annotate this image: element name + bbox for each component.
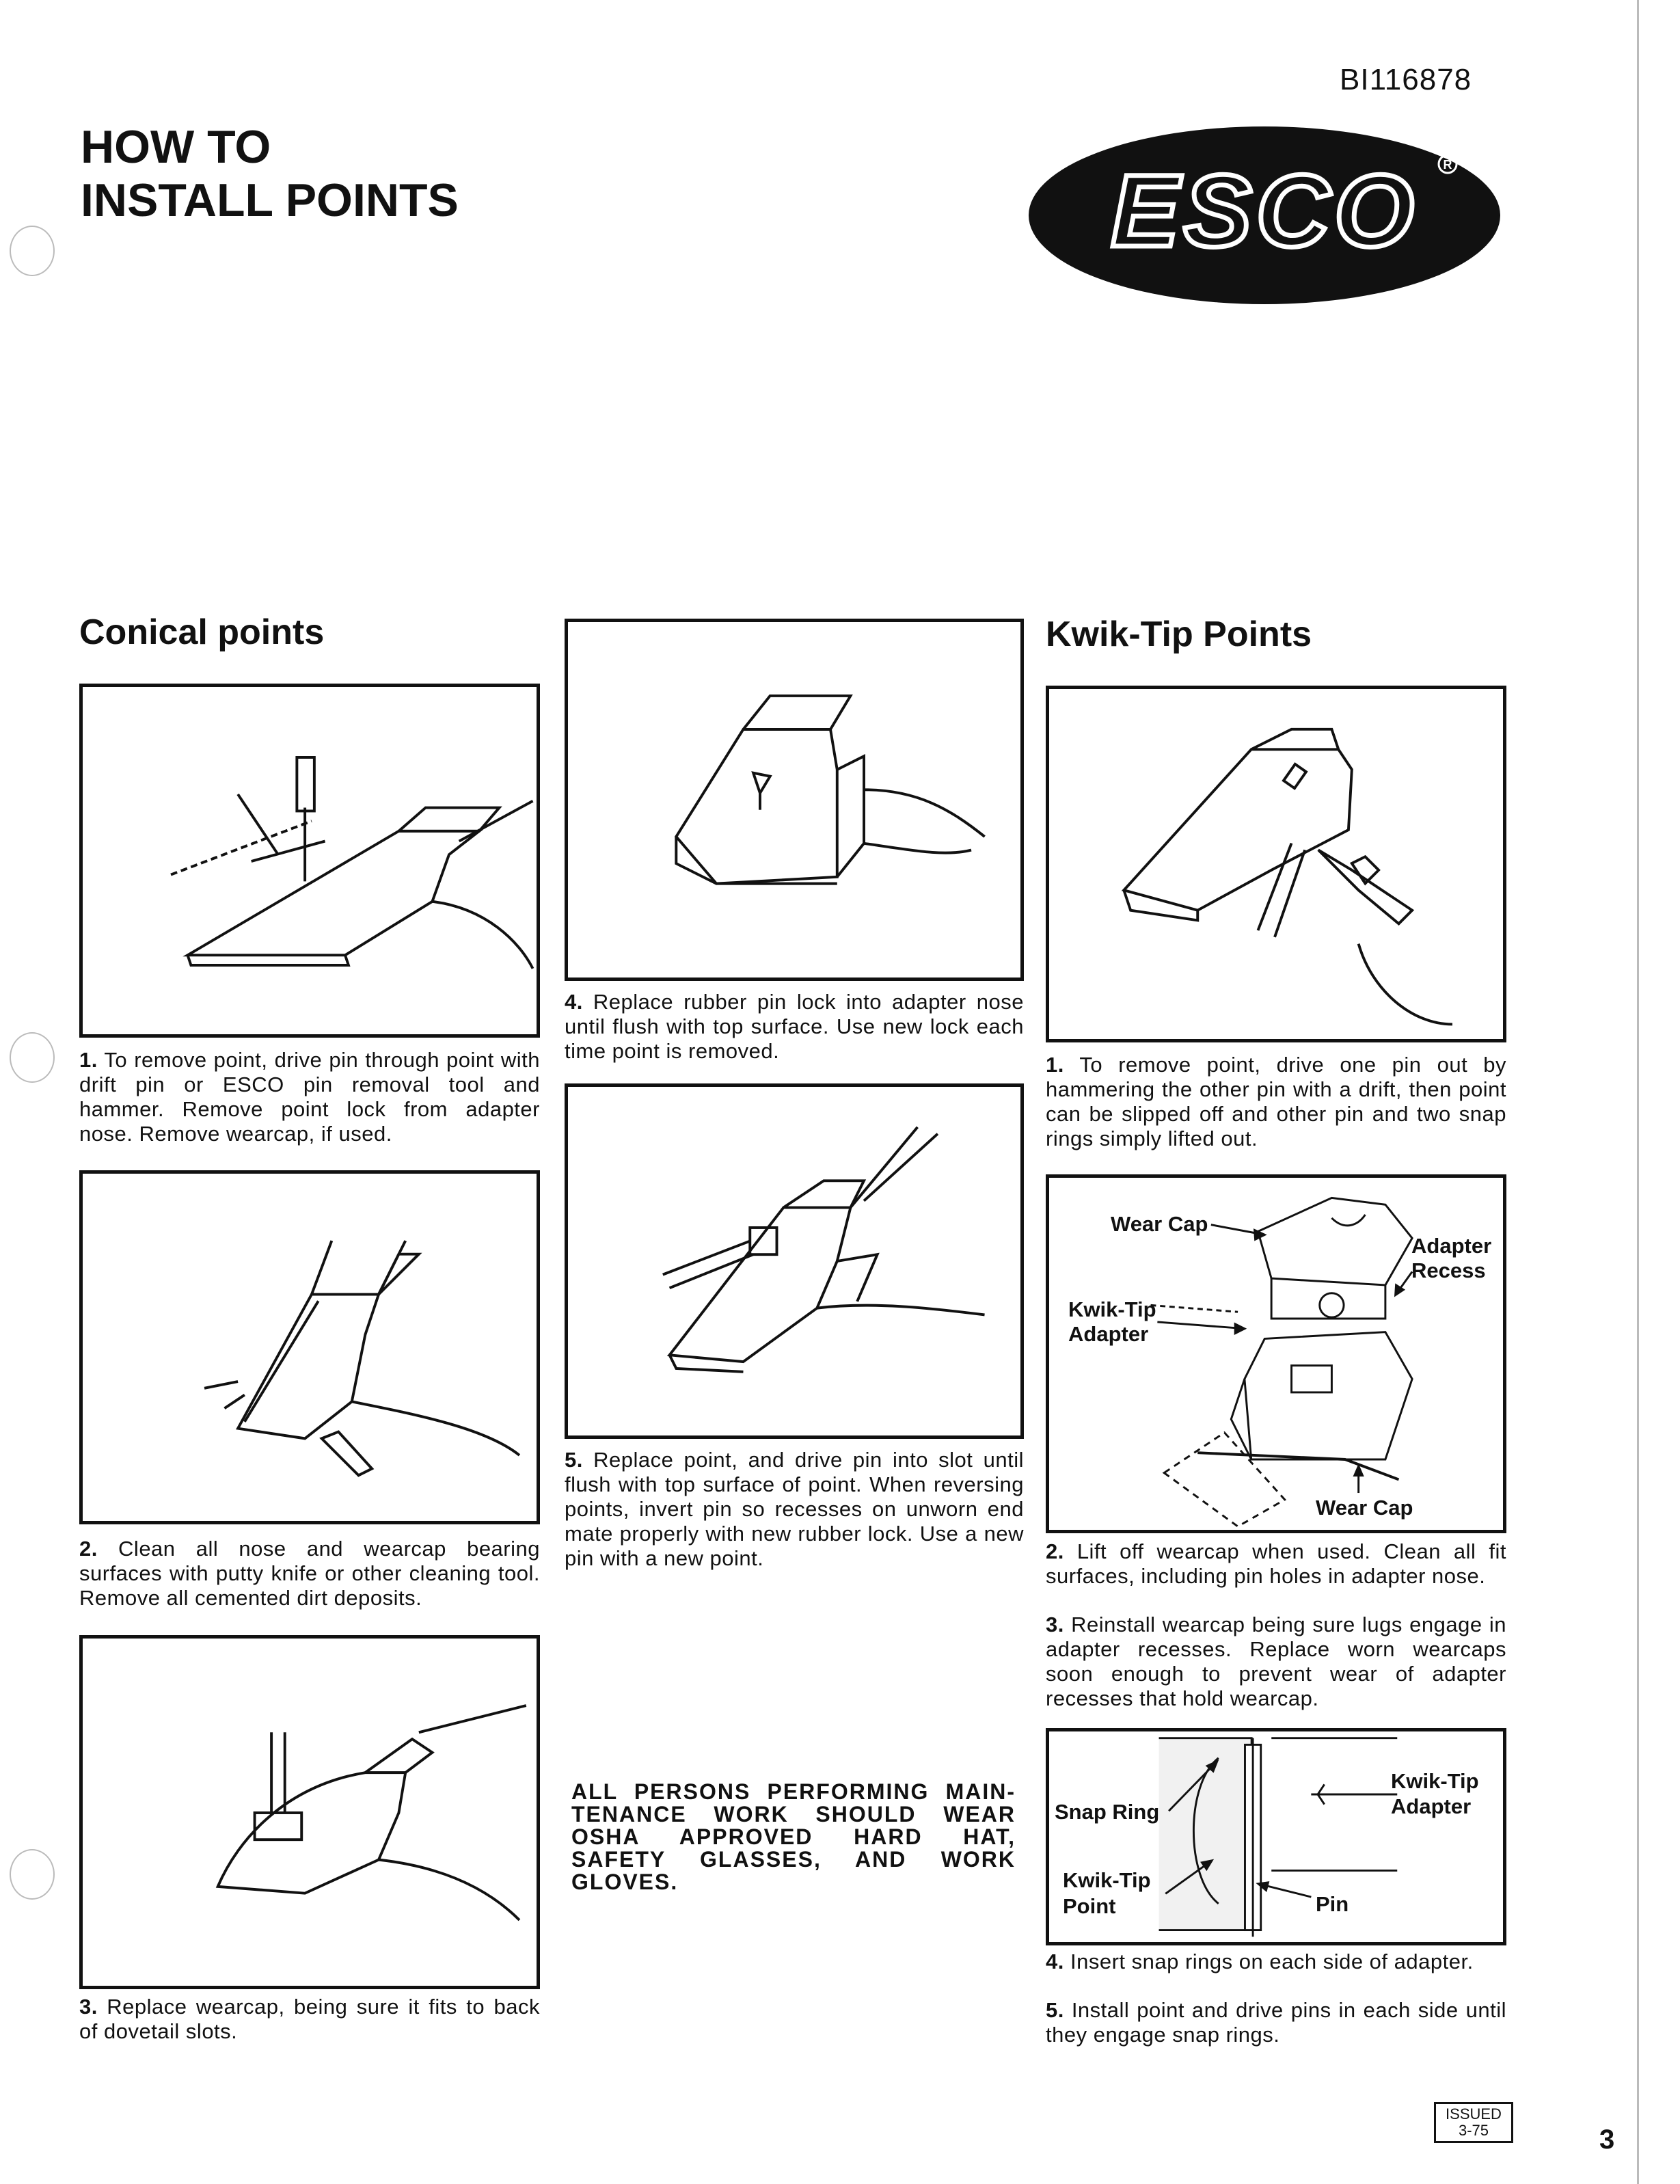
step-number: 4.	[565, 990, 583, 1014]
step-number: 5.	[565, 1448, 583, 1472]
binder-hole	[10, 1032, 55, 1083]
kwik-tip-step-5	[1046, 1998, 1506, 2047]
figure-drive-pin	[565, 1083, 1024, 1439]
conical-section-title: Conical points	[79, 612, 325, 652]
step-text: To remove point, drive pin through point with drift pin or ESCO pin removal tool and hammer. Remove point lock from adapter nose. Remove wearcap, if used.	[79, 1048, 540, 1146]
step-text: Replace point, and drive pin into slot until flush with top surface of point. When reversing points, invert pin so recesses on unworn end mate properly with new rubber lock. Use a new pin with a new point.	[565, 1448, 1024, 1570]
kwik-tip-step-1	[1046, 1053, 1506, 1151]
document-id: BI116878	[1340, 63, 1472, 96]
conical-step-4	[565, 990, 1024, 1064]
figure-clean-nose	[79, 1170, 540, 1524]
step-number: 1.	[79, 1048, 98, 1072]
title-line-2: INSTALL POINTS	[81, 174, 459, 226]
label-kwik-tip-adapter-line-1: Kwik-Tip	[1068, 1297, 1156, 1321]
step-text: Insert snap rings on each side of adapter.	[1070, 1950, 1474, 1973]
step-number: 2.	[1046, 1539, 1064, 1563]
step-number: 1.	[1046, 1053, 1064, 1077]
kwik-tip-step-2	[1046, 1539, 1506, 1589]
esco-logo	[1025, 123, 1504, 308]
page-title	[81, 120, 459, 227]
step-number: 4.	[1046, 1950, 1064, 1973]
step-text: Replace rubber pin lock into adapter nose until flush with top surface. Use new lock each time point is removed.	[565, 990, 1024, 1063]
step-text: Install point and drive pins in each side until they engage snap rings.	[1046, 1998, 1506, 2047]
label-kwik-tip-adapter-line-2: Adapter	[1068, 1322, 1149, 1346]
figure-remove-point	[79, 684, 540, 1038]
kwik-tip-section-title: Kwik-Tip Points	[1046, 615, 1312, 654]
label-adapter-recess-line-1: Adapter	[1411, 1234, 1492, 1258]
title-line-1: HOW TO	[81, 121, 271, 173]
binder-hole	[10, 1849, 55, 1900]
step-text: To remove point, drive one pin out by hammering the other pin with a drift, then point can be slipped off and other pin and two snap rings simply lifted out.	[1046, 1053, 1506, 1150]
conical-step-3	[79, 1995, 540, 2044]
logo-wordmark: ESCO	[1111, 153, 1418, 268]
step-text: Lift off wearcap when used. Clean all fit surfaces, including pin holes in adapter nose.	[1046, 1539, 1506, 1588]
label-kwik-tip-adapter-line-1: Kwik-Tip	[1391, 1769, 1479, 1793]
issued-stamp	[1434, 2102, 1513, 2143]
issued-label: ISSUED	[1446, 2105, 1502, 2122]
figure-rubber-pin-lock	[565, 619, 1024, 981]
step-number: 3.	[1046, 1613, 1064, 1636]
safety-warning: ALL PERSONS PERFORMING MAIN-TENANCE WORK SHOULD WEAR OSHA APPROVED HARD HAT, SAFETY GLASSES, AND WORK GLOVES.	[571, 1779, 1016, 1894]
conical-step-5	[565, 1448, 1024, 1571]
page-edge-rule	[1637, 0, 1639, 2184]
figure-kwik-tip-assembly	[1046, 1174, 1506, 1533]
label-adapter-recess-line-2: Recess	[1411, 1258, 1486, 1282]
step-number: 2.	[79, 1537, 98, 1561]
svg-text:R: R	[1443, 158, 1452, 172]
label-kwik-tip-point-line-1: Kwik-Tip	[1063, 1868, 1151, 1892]
label-kwik-tip-adapter-line-2: Adapter	[1391, 1794, 1472, 1818]
label-pin: Pin	[1316, 1892, 1349, 1916]
step-text: Reinstall wearcap being sure lugs engage in adapter recesses. Replace worn wearcaps soon enough to prevent wear of adapter recesses that hold wearcap.	[1046, 1613, 1506, 1710]
label-wear-cap-top: Wear Cap	[1111, 1212, 1208, 1236]
kwik-tip-step-3	[1046, 1613, 1506, 1711]
figure-replace-wearcap	[79, 1635, 540, 1989]
figure-snap-ring-pin	[1046, 1728, 1506, 1945]
conical-step-2	[79, 1537, 540, 1610]
label-kwik-tip-point-line-2: Point	[1063, 1894, 1116, 1918]
label-snap-ring: Snap Ring	[1055, 1800, 1160, 1824]
binder-hole	[10, 226, 55, 276]
step-number: 3.	[79, 1995, 98, 2019]
label-wear-cap-bottom: Wear Cap	[1316, 1496, 1413, 1520]
step-text: Replace wearcap, being sure it fits to back of dovetail slots.	[79, 1995, 540, 2043]
step-text: Clean all nose and wearcap bearing surfaces with putty knife or other cleaning tool. Remove all cemented dirt deposits.	[79, 1537, 540, 1610]
issued-date: 3-75	[1458, 2122, 1489, 2139]
kwik-tip-step-4	[1046, 1950, 1506, 1974]
conical-step-1	[79, 1048, 540, 1146]
step-number: 5.	[1046, 1998, 1064, 2022]
page-number: 3	[1599, 2125, 1615, 2155]
figure-kwik-tip-remove	[1046, 686, 1506, 1042]
